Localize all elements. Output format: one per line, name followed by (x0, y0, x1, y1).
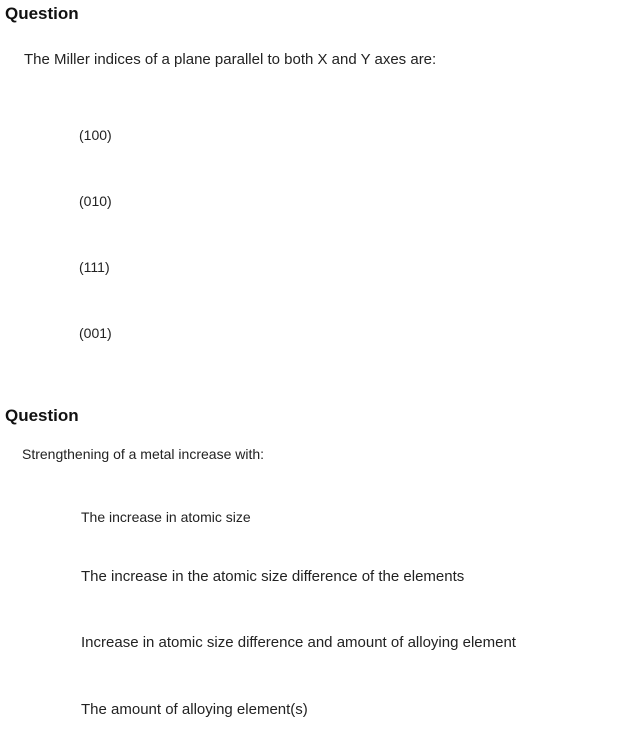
question-2-option-2[interactable]: The increase in the atomic size difference of the elements (81, 568, 465, 585)
question-1-option-4[interactable]: (001) (79, 325, 112, 341)
question-2-option-1[interactable]: The increase in atomic size (81, 509, 251, 525)
question-1-option-2[interactable]: (010) (79, 193, 112, 209)
question-2-heading: Question (5, 406, 79, 425)
question-1-heading: Question (5, 4, 79, 23)
question-2-option-3[interactable]: Increase in atomic size difference and amount of alloying element (81, 634, 516, 651)
question-2-option-4[interactable]: The amount of alloying element(s) (81, 701, 308, 718)
question-2-text: Strengthening of a metal increase with: (22, 446, 265, 462)
question-1-option-3[interactable]: (111) (79, 259, 110, 275)
question-1-option-1[interactable]: (100) (79, 127, 112, 143)
question-1-text: The Miller indices of a plane parallel to both X and Y axes are: (24, 51, 437, 68)
